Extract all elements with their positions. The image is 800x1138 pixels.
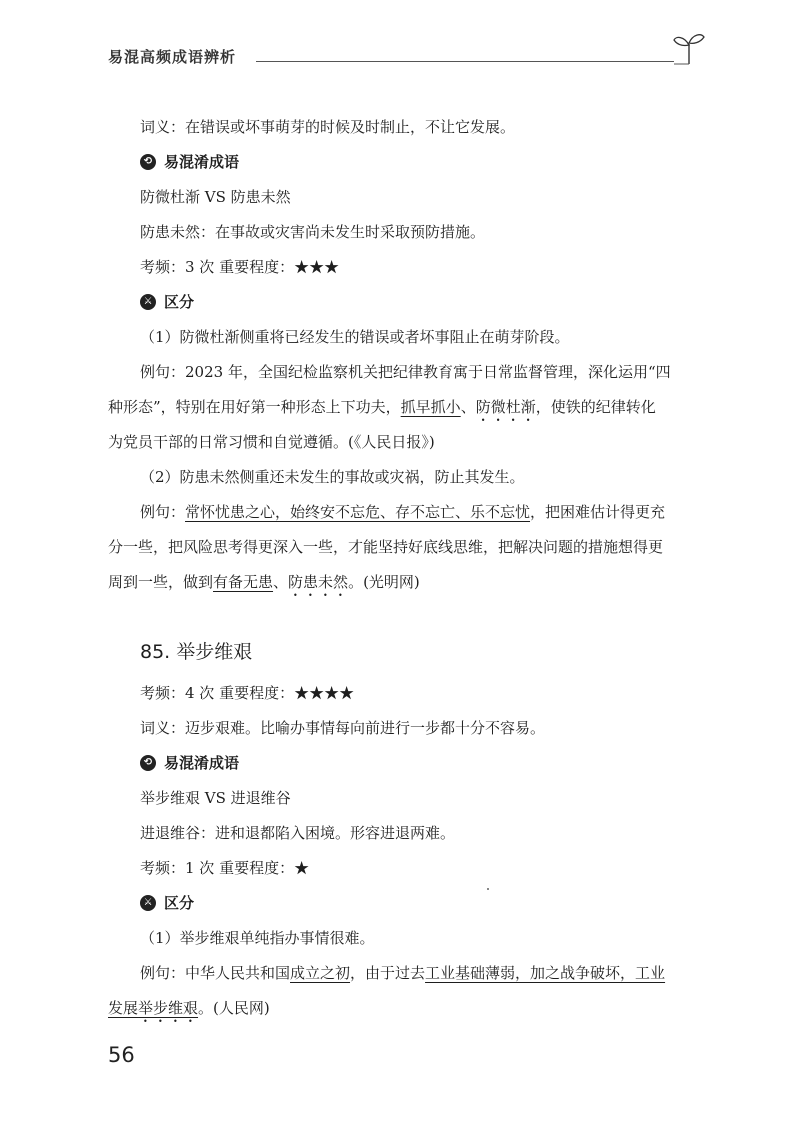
difference-heading: [140, 893, 194, 913]
example-line: 例句：2023 年，全国纪检监察机关把纪律教育寓于日常监督管理，深化运用“四: [140, 363, 671, 381]
difference-label: 区分: [164, 894, 195, 912]
example-line: 为党员干部的日常习惯和自觉遵循。(《人民日报》): [108, 433, 435, 451]
frequency-rating: 考频：3 次 重要程度：★★★: [140, 258, 340, 276]
underlined-phrase: 成立之初: [290, 964, 351, 982]
confusable-label: 易混淆成语: [164, 754, 240, 772]
difference-heading: [140, 292, 194, 312]
distinguish-icon: ⚔: [140, 895, 156, 911]
example-line: 例句：常怀忧患之心，始终安不忘危、存不忘亡、乐不忘忧，把困难估计得更充: [140, 503, 666, 521]
compare-icon: ⟲: [140, 755, 156, 771]
idiom-pair: 防微杜渐 VS 防患未然: [140, 188, 291, 206]
other-definition: 进退维谷：进和退都陷入困境。形容进退两难。: [140, 824, 456, 842]
underlined-phrase: 抓早抓小: [400, 398, 461, 416]
other-definition: 防患未然：在事故或灾害尚未发生时采取预防措施。: [140, 223, 486, 241]
sprout-icon: [672, 30, 706, 66]
underlined-phrase: 工业基础薄弱，加之战争破坏，工业: [425, 964, 666, 982]
example-line: 分一些，把风险思考得更深入一些，才能坚持好底线思维，把解决问题的措施想得更: [108, 538, 664, 556]
emphasized-idiom: 防患未然: [288, 573, 349, 591]
running-header: 易混高频成语辨析: [108, 48, 237, 66]
frequency-rating: 考频：1 次 重要程度：★: [140, 859, 310, 877]
underlined-phrase: 有备无患: [213, 573, 274, 591]
example-line: 例句：中华人民共和国成立之初，由于过去工业基础薄弱，加之战争破坏，工业: [140, 964, 666, 982]
scan-speck: [487, 888, 489, 890]
header-rule: [256, 61, 674, 62]
compare-icon: ⟲: [140, 154, 156, 170]
distinguish-icon: ⚔: [140, 294, 156, 310]
definition-text: 词义：在错误或坏事萌芽的时候及时制止，不让它发展。: [140, 118, 516, 136]
underlined-phrase: 常怀忧患之心，始终安不忘危、存不忘亡、乐不忘忧: [185, 503, 531, 521]
confusable-heading: [140, 152, 239, 172]
idiom-pair: 举步维艰 VS 进退维谷: [140, 789, 291, 807]
emphasized-idiom: 防微杜渐: [475, 398, 536, 416]
entry-title: 85. 举步维艰: [140, 641, 253, 663]
underlined-phrase: 发展: [108, 999, 139, 1017]
difference-label: 区分: [164, 293, 195, 311]
confusable-heading: [140, 753, 239, 773]
definition-text: 词义：迈步艰难。比喻办事情每向前进行一步都十分不容易。: [140, 719, 546, 737]
page-number: 56: [108, 1043, 135, 1067]
difference-item-1: （1）防微杜渐侧重将已经发生的错误或者坏事阻止在萌芽阶段。: [140, 328, 570, 346]
example-line: 发展举步维艰。(人民网): [108, 999, 270, 1017]
difference-item-2: （2）防患未然侧重还未发生的事故或灾祸，防止其发生。: [140, 468, 525, 486]
difference-item-1: （1）举步维艰单纯指办事情很难。: [140, 929, 375, 947]
example-line: 种形态”，特别在用好第一种形态上下功夫，抓早抓小、防微杜渐，使铁的纪律转化: [108, 398, 656, 416]
emphasized-idiom: 举步维艰: [138, 999, 199, 1017]
frequency-rating: 考频：4 次 重要程度：★★★★: [140, 684, 355, 702]
example-line: 周到一些，做到有备无患、防患未然。(光明网): [108, 573, 420, 591]
confusable-label: 易混淆成语: [164, 153, 240, 171]
